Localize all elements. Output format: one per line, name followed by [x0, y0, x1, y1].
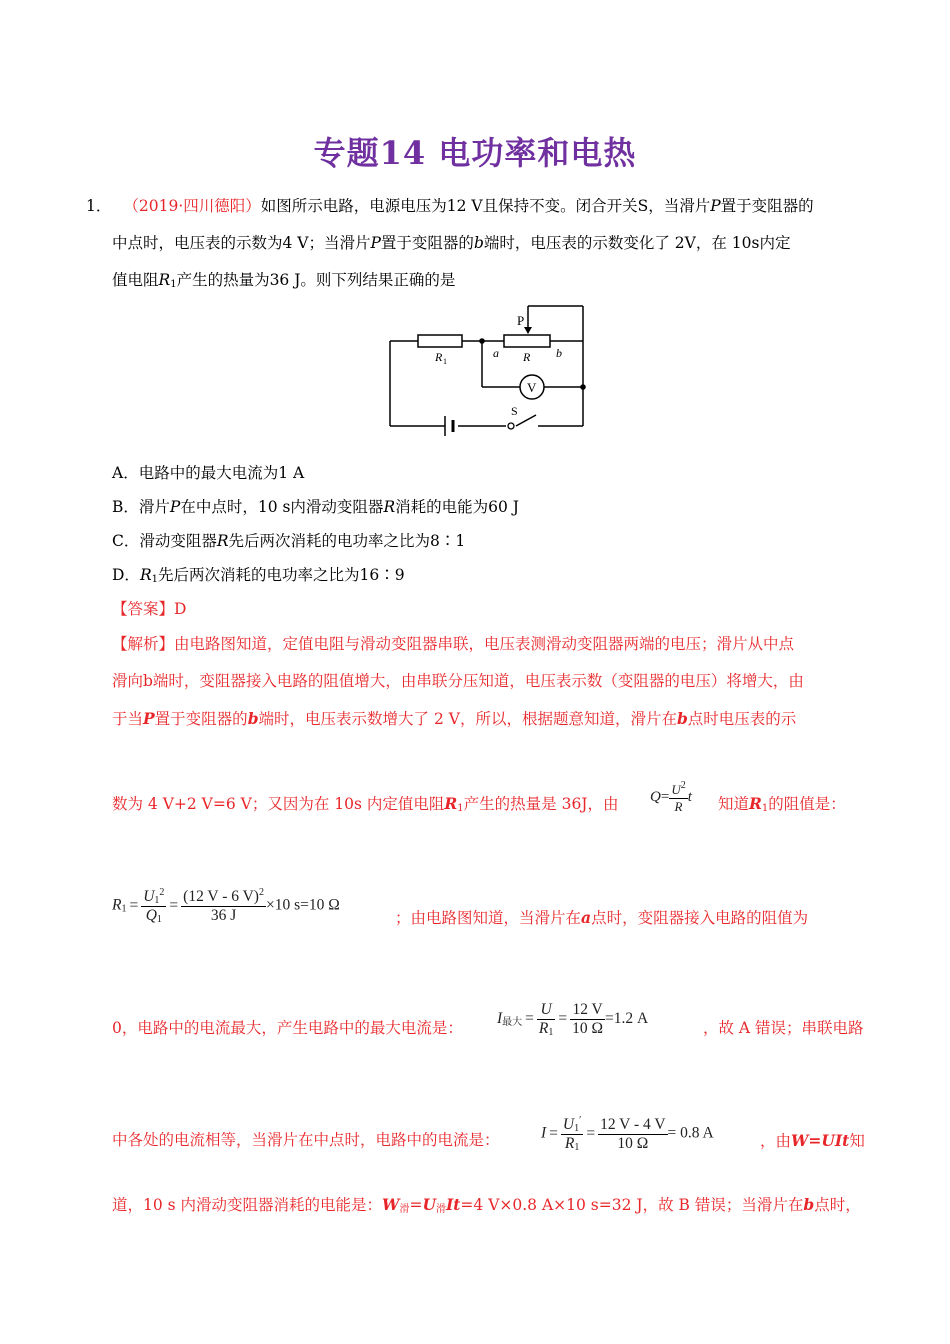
analysis-label: 【解析】: [112, 635, 175, 653]
slider-arrow-icon: [524, 327, 532, 334]
answer-line: 【答案】D: [112, 600, 187, 618]
label-r: R: [523, 350, 531, 364]
label-r1: R: [435, 350, 443, 364]
label-r1-sub: 1: [443, 357, 447, 366]
switch-blade: [516, 415, 536, 426]
analysis-line-2: 滑向b端时，变阻器接入电路的阻值增大，由串联分压知道，电压表示数（变阻器的电压）将增大，由: [112, 672, 804, 690]
circuit-diagram: [380, 298, 600, 448]
analysis-line-7: 中各处的电流相等，当滑片在中点时，电路中的电流是：: [112, 1131, 500, 1149]
formula-r1: $R_1$ = $\frac{U_1^2}{Q_1}$ = $\frac{(12 V - 6 V)^2}{36 J}$ ×10 s=10 Ω: [112, 887, 340, 925]
formula-q: Q= $\frac{U^2}{R}$ t: [650, 780, 692, 814]
option-a: A．电路中的最大电流为1 A: [112, 464, 305, 482]
label-a: a: [493, 346, 499, 360]
page-title: 专题14 电功率和电热: [313, 134, 637, 172]
question-line-2: 中点时，电压表的示数为4 V；当滑片P置于变阻器的b端时，电压表的示数变化了 2V，在 10s内定: [112, 234, 791, 252]
option-d: D．$R_1$先后两次消耗的电功率之比为16∶9: [112, 566, 405, 585]
analysis-line-4-tail: 知道$R_1$的阻值是：: [718, 794, 846, 814]
question-source: （2019·四川德阳）: [123, 197, 261, 215]
analysis-line-5: ；由电路图知道，当滑片在a点时，变阻器接入电路的阻值为: [395, 908, 809, 927]
switch-contact: [508, 423, 514, 429]
analysis-line-6-tail: ，故 A 错误；串联电路: [703, 1019, 864, 1037]
label-s: S: [511, 404, 518, 418]
analysis-line-6: 0，电路中的电流最大，产生电路中的最大电流是：: [112, 1019, 463, 1037]
formula-i-max: $I_{最大}$ = $\frac{U}{R_1}$ = $\frac{12 V}{10 \Omega}$ =1.2 A: [497, 1001, 649, 1038]
label-v: V: [527, 380, 537, 395]
question-line-3: 值电阻$R_1$产生的热量为36 J。则下列结果正确的是: [112, 271, 456, 290]
option-b: B．滑片P在中点时，10 s内滑动变阻器R消耗的电能为60 J: [112, 498, 519, 516]
analysis-line-3: 于当P置于变阻器的b端时，电压表示数增大了 2 V，所以，根据题意知道，滑片在b点时电压表的示: [112, 709, 797, 728]
analysis-line-4: 数为 4 V+2 V=6 V；又因为在 10s 内定值电阻$R_1$产生的热量是 36J，由: [112, 794, 619, 814]
analysis-line-8: 道，10 s 内滑动变阻器消耗的电能是：$W_滑=U_滑It=4$ V×0.8 A×10 s=32 J，故 B 错误；当滑片在b点时，: [112, 1195, 861, 1215]
label-p: P: [517, 313, 525, 328]
junction-left: [479, 338, 485, 344]
analysis-line-1: 【解析】由电路图知道，定值电阻与滑动变阻器串联，电压表测滑动变阻器两端的电压；滑片从中点: [112, 635, 795, 653]
question-line-1: 1． （2019·四川德阳）如图所示电路，电源电压为12 V且保持不变。闭合开关S，当滑片P置于变阻器的: [86, 197, 814, 215]
formula-i-mid: I = $\frac{U_1'}{R_1}$ = $\frac{12 V - 4 V}{10 \Omega}$ = 0.8 A: [541, 1115, 714, 1153]
junction-right: [580, 384, 586, 390]
label-b: b: [556, 346, 562, 360]
question-number: 1．: [86, 197, 112, 215]
rheostat-r: [504, 335, 550, 347]
resistor-r1: [418, 335, 462, 347]
option-c: C．滑动变阻器R先后两次消耗的电功率之比为8∶1: [112, 532, 466, 550]
analysis-line-7-tail: ，由W=UIt知: [760, 1131, 865, 1150]
